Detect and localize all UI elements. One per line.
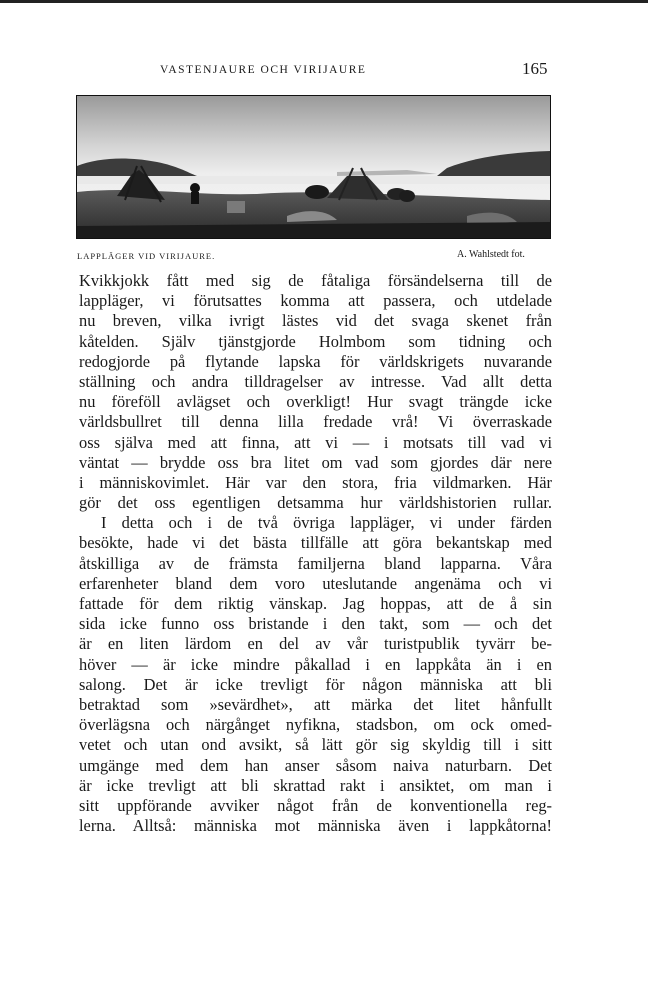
running-head: VASTENJAURE OCH VIRIJAURE: [160, 64, 367, 76]
text-line: åtskilliga av de främsta familjerna bland lapparna. Våra: [79, 553, 552, 573]
text-line: i människovimlet. Här var den stora, fria vildmarken. Här: [79, 472, 552, 492]
text-line: erfarenheter bland dem voro uteslutande angenäma och vi: [79, 573, 552, 593]
text-line: nu föreföll avlägset och overkligt! Hur svagt trängde icke: [79, 392, 552, 412]
text-line: överlägsna och närgånget nyfikna, stadsbon, om ock omed-: [79, 715, 552, 735]
text-line: världsbullret till denna lilla fredade vrå! Vi överraskade: [79, 412, 552, 432]
top-rule: [0, 0, 648, 3]
text-line: är icke trevligt att bli skrattad rakt i ansiktet, om man i: [79, 775, 552, 795]
text-line: salong. Det är icke trevligt för någon människa att bli: [79, 674, 552, 694]
text-line: lerna. Alltså: människa mot människa även i lappkåtorna!: [79, 816, 552, 836]
text-line: är en liten lärdom en del av vår turistpublik tyvärr be-: [79, 634, 552, 654]
text-line: ställning och andra tilldragelser av intresse. Vad allt detta: [79, 371, 552, 391]
text-line: vetet och utan ond avsikt, så lätt gör sig skyldig till i sitt: [79, 735, 552, 755]
photo-credit: A. Wahlstedt fot.: [457, 249, 525, 260]
text-line: redogjorde på flytande lapska för världskrigets nuvarande: [79, 351, 552, 371]
text-line: lappläger, vi förutsattes komma att passera, och utdelade: [79, 291, 552, 311]
photograph: [76, 95, 551, 239]
text-line: betraktad som »sevärdhet», att märka det litet hånfullt: [79, 694, 552, 714]
text-line: höver — är icke mindre påkallad i en lappkåta än i en: [79, 654, 552, 674]
text-line: besökte, hade vi det bästa tillfälle att göra bekantskap med: [79, 533, 552, 553]
page-number: 165: [522, 59, 548, 78]
text-line: Kvikkjokk fått med sig de fåtaliga försändelserna till de: [79, 271, 552, 290]
text-line: umgänge med dem han anser såsom naiva naturbarn. Det: [79, 755, 552, 775]
text-line: sida icke funno oss bristande i den takt, som — och det: [79, 614, 552, 634]
figure-caption: LAPPLÄGER VID VIRIJAURE.: [77, 251, 216, 261]
text-line: väntat — brydde oss bra litet om vad som gjordes där nere: [79, 452, 552, 472]
text-line: kåtelden. Själv tjänstgjorde Holmbom som tidning och: [79, 331, 552, 351]
text-line: oss själva med att finna, att vi — i motsats till vad vi: [79, 432, 552, 452]
body-text: [79, 271, 552, 836]
text-line: nu breven, vilka ivrigt lästes vid det svaga skenet från: [79, 311, 552, 331]
photograph-image: [77, 96, 550, 238]
text-line-paragraph-start: I detta och i de två övriga lappläger, vi under färden: [101, 513, 552, 533]
text-line: fattade för dem riktig vänskap. Jag hoppas, att de å sin: [79, 594, 552, 613]
text-line: sitt uppförande avviker något från de konventionella reg-: [79, 795, 552, 815]
text-line: gör det oss egentligen detsamma hur världshistorien rullar.: [79, 493, 552, 513]
